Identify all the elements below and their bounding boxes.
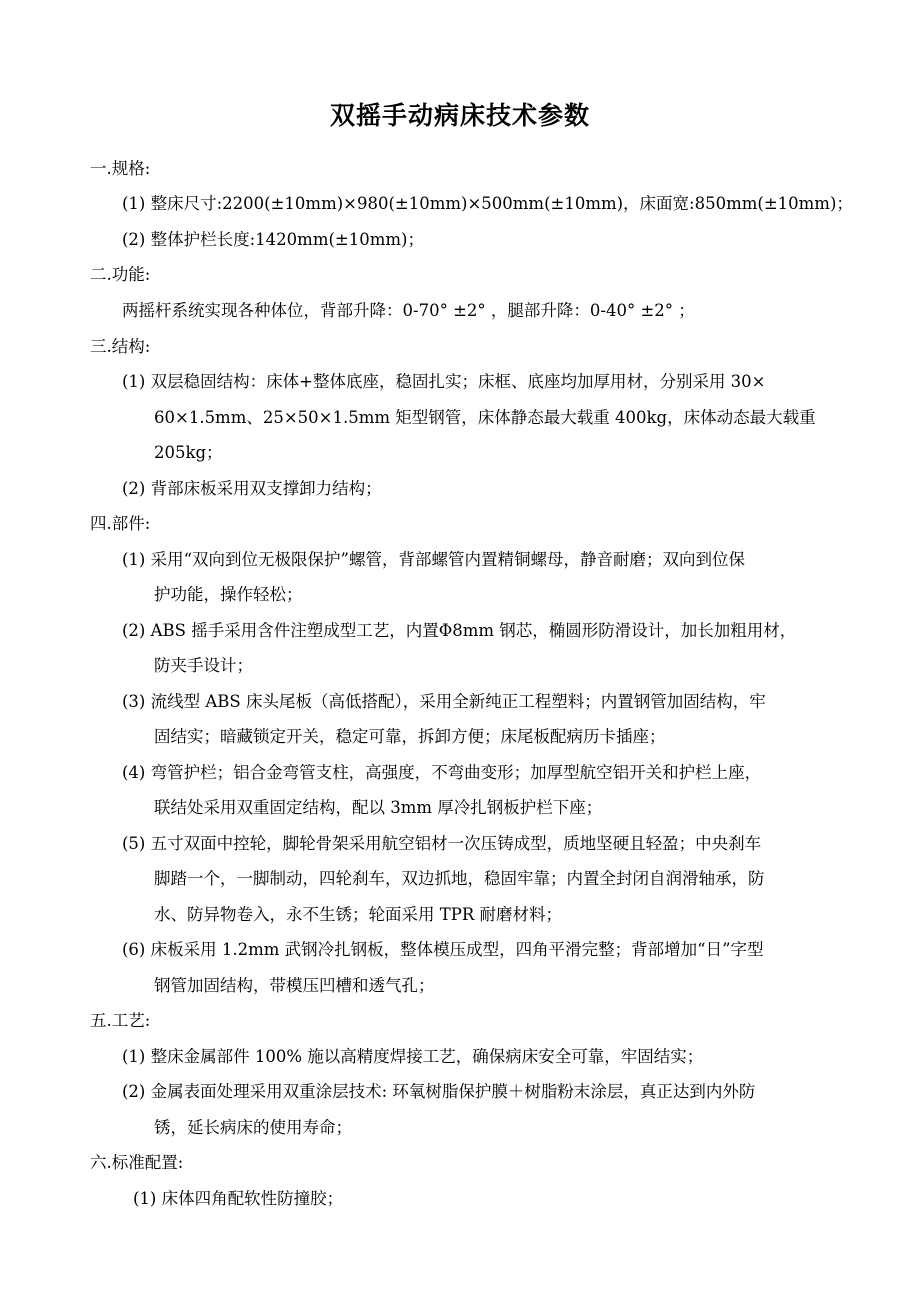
parts-item-line: 钢管加固结构，带模压凹槽和透气孔； [154,976,435,995]
structure-item-line: (2) 背部床板采用双支撑卸力结构； [122,479,382,498]
parts-item-line: (4) 弯管护栏；铝合金弯管支柱，高强度，不弯曲变形；加厚型航空铝开关和护栏上座， [122,763,762,782]
process-item-line: 锈，延长病床的使用寿命； [154,1118,352,1137]
section-heading-specs: 一.规格: [90,159,151,178]
parts-item-line: (5) 五寸双面中控轮，脚轮骨架采用航空铝材一次压铸成型，质地坚硬且轻盈；中央刹车 [122,834,762,853]
parts-item-line: 联结处采用双重固定结构，配以 3mm 厚冷扎钢板护栏下座； [154,798,603,817]
process-item-line: (2) 金属表面处理采用双重涂层技术: 环氧树脂保护膜＋树脂粉末涂层，真正达到内外防 [122,1082,756,1101]
parts-item-line: 脚踏一个，一脚制动，四轮刹车，双边抓地，稳固牢靠；内置全封闭自润滑轴承，防 [154,869,765,888]
parts-item-line: 水、防异物卷入，永不生锈；轮面采用 TPR 耐磨材料； [154,905,563,924]
parts-item-line: (1) 采用“双向到位无极限保护”螺管，背部螺管内置精铜螺母，静音耐磨；双向到位保 [122,550,745,569]
standard-config-item-line: (1) 床体四角配软性防撞胶； [133,1189,344,1208]
parts-item-line: (6) 床板采用 1.2mm 武钢冷扎钢板，整体模压成型，四角平滑完整；背部增加“日”字型 [122,940,764,959]
section-heading-structure: 三.结构: [90,337,151,356]
structure-item-line: (1) 双层稳固结构：床体+整体底座，稳固扎实；床框、底座均加厚用材，分别采用 30× [122,372,766,391]
process-item-line: (1) 整床金属部件 100% 施以高精度焊接工艺，确保病床安全可靠，牢固结实； [122,1047,704,1066]
spec-item-line: (1) 整床尺寸:2200(±10mm)×980(±10mm)×500mm(±10mm)，床面宽:850mm(±10mm)； [122,194,853,213]
section-heading-parts: 四.部件: [90,514,151,533]
spec-item-line: (2) 整体护栏长度:1420mm(±10mm)； [122,230,424,249]
section-heading-standard-config: 六.标准配置: [90,1153,184,1172]
structure-item-line: 205kg； [154,443,223,462]
section-heading-process: 五.工艺: [90,1011,151,1030]
document-title: 双摇手动病床技术参数 [329,101,590,130]
parts-item-line: (2) ABS 摇手采用含件注塑成型工艺，内置Φ8mm 钢芯，椭圆形防滑设计，加长加粗用材， [122,621,797,640]
parts-item-line: 护功能，操作轻松； [154,585,303,604]
structure-item-line: 60×1.5mm、25×50×1.5mm 矩型钢管，床体静态最大载重 400kg，床体动态最大载重 [154,408,816,427]
parts-item-line: (3) 流线型 ABS 床头尾板（高低搭配），采用全新纯正工程塑料；内置钢管加固结构，牢 [122,692,766,711]
function-line: 两摇杆系统实现各种体位，背部升降：0-70° ±2° ，腿部升降：0-40° ±2° ； [122,301,695,320]
section-heading-function: 二.功能: [90,265,151,284]
parts-item-line: 防夹手设计； [154,656,253,675]
parts-item-line: 固结实；暗藏锁定开关，稳定可靠，拆卸方便；床尾板配病历卡插座； [154,727,666,746]
